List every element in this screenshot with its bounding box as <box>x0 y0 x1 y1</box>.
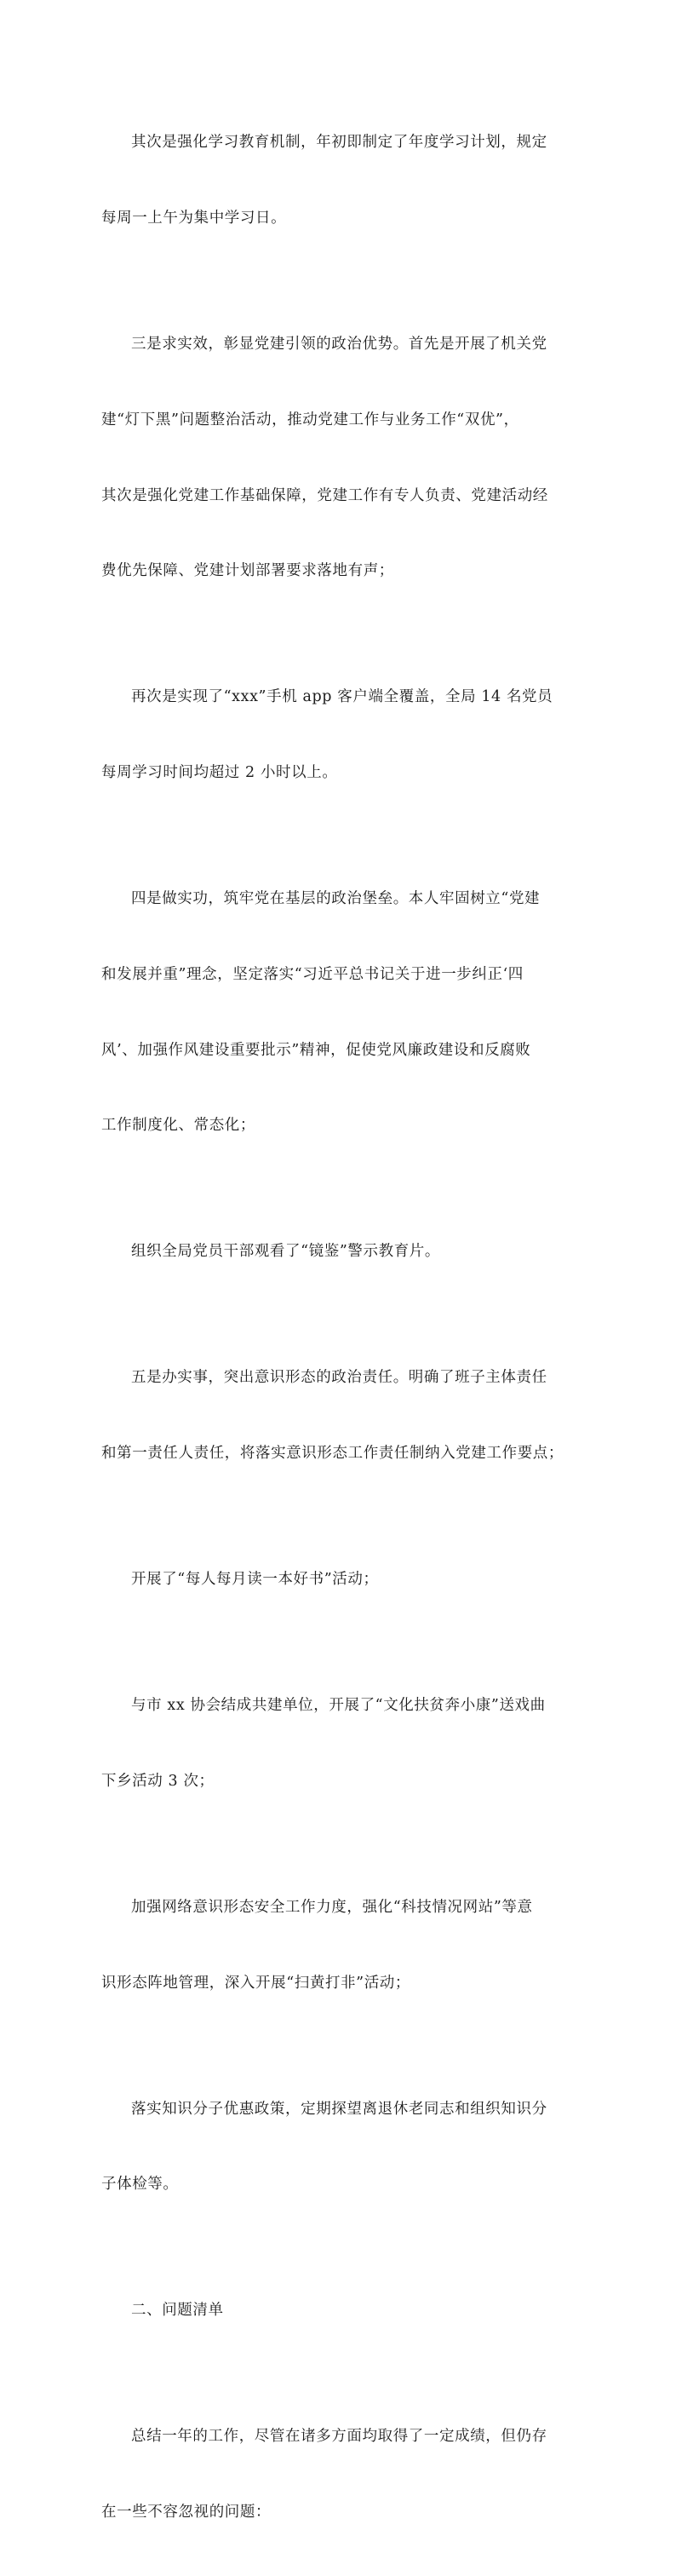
text-line: 五是办实事，突出意识形态的政治责任。明确了班子主体责任 <box>131 1369 547 1387</box>
paragraph <box>101 1517 582 1643</box>
section-heading <box>101 2248 582 2374</box>
paragraph <box>101 1845 582 2047</box>
text-line: 三是求实效，彰显党建引领的政治优势。首先是开展了机关党 <box>131 335 547 353</box>
text-line: 每周学习时间均超过 2 小时以上。 <box>101 764 338 782</box>
paragraph <box>101 2374 582 2576</box>
text-line: 四是做实功，筑牢党在基层的政治堡垒。本人牢固树立“党建 <box>131 890 541 907</box>
text-line: 和发展并重”理念，坚定落实“习近平总书记关于进一步纠正‘四 <box>101 965 524 983</box>
text-line: 下乡活动 3 次； <box>101 1772 215 1790</box>
paragraph <box>101 1189 582 1315</box>
paragraph <box>101 1315 582 1517</box>
paragraph <box>101 1643 582 1845</box>
text-line: 建“灯下黑”问题整治活动，推动党建工作与业务工作“双优”， <box>101 411 519 428</box>
paragraph <box>101 635 582 837</box>
text-line: 再次是实现了“xxx”手机 app 客户端全覆盖，全局 14 名党员 <box>131 688 553 706</box>
text-line: 落实知识分子优惠政策，定期探望离退休老同志和组织知识分 <box>131 2100 547 2118</box>
text-line: 开展了“每人每月读一本好书”活动； <box>131 1571 379 1589</box>
text-line: 每周一上午为集中学习日。 <box>101 209 287 227</box>
paragraph <box>101 80 582 282</box>
text-line: 子体检等。 <box>101 2176 179 2194</box>
paragraph <box>101 837 582 1189</box>
document-body <box>101 80 582 2576</box>
text-line: 总结一年的工作，尽管在诸多方面均取得了一定成绩，但仍存 <box>131 2428 547 2446</box>
text-line: 和第一责任人责任，将落实意识形态工作责任制纳入党建工作要点； <box>101 1445 564 1463</box>
text-line: 二、问题清单 <box>131 2302 224 2320</box>
paragraph <box>101 282 582 635</box>
text-line: 工作制度化、常态化； <box>101 1117 255 1135</box>
text-line: 识形态阵地管理，深入开展“扫黄打非”活动； <box>101 1974 410 1992</box>
text-line: 费优先保障、党建计划部署要求落地有声； <box>101 562 394 580</box>
text-line: 与市 xx 协会结成共建单位，开展了“文化扶贫奔小康”送戏曲 <box>131 1697 546 1714</box>
text-line: 组织全局党员干部观看了“镜鉴”警示教育片。 <box>131 1243 440 1261</box>
text-line: 其次是强化党建工作基础保障，党建工作有专人负责、党建活动经 <box>101 486 548 504</box>
text-line: 风’、加强作风建设重要批示”精神，促使党风廉政建设和反腐败 <box>101 1041 531 1059</box>
text-line: 在一些不容忽视的问题： <box>101 2504 272 2521</box>
text-line: 其次是强化学习教育机制，年初即制定了年度学习计划，规定 <box>131 134 547 152</box>
paragraph <box>101 2046 582 2248</box>
text-line: 加强网络意识形态安全工作力度，强化“科技情况网站”等意 <box>131 1898 533 1916</box>
